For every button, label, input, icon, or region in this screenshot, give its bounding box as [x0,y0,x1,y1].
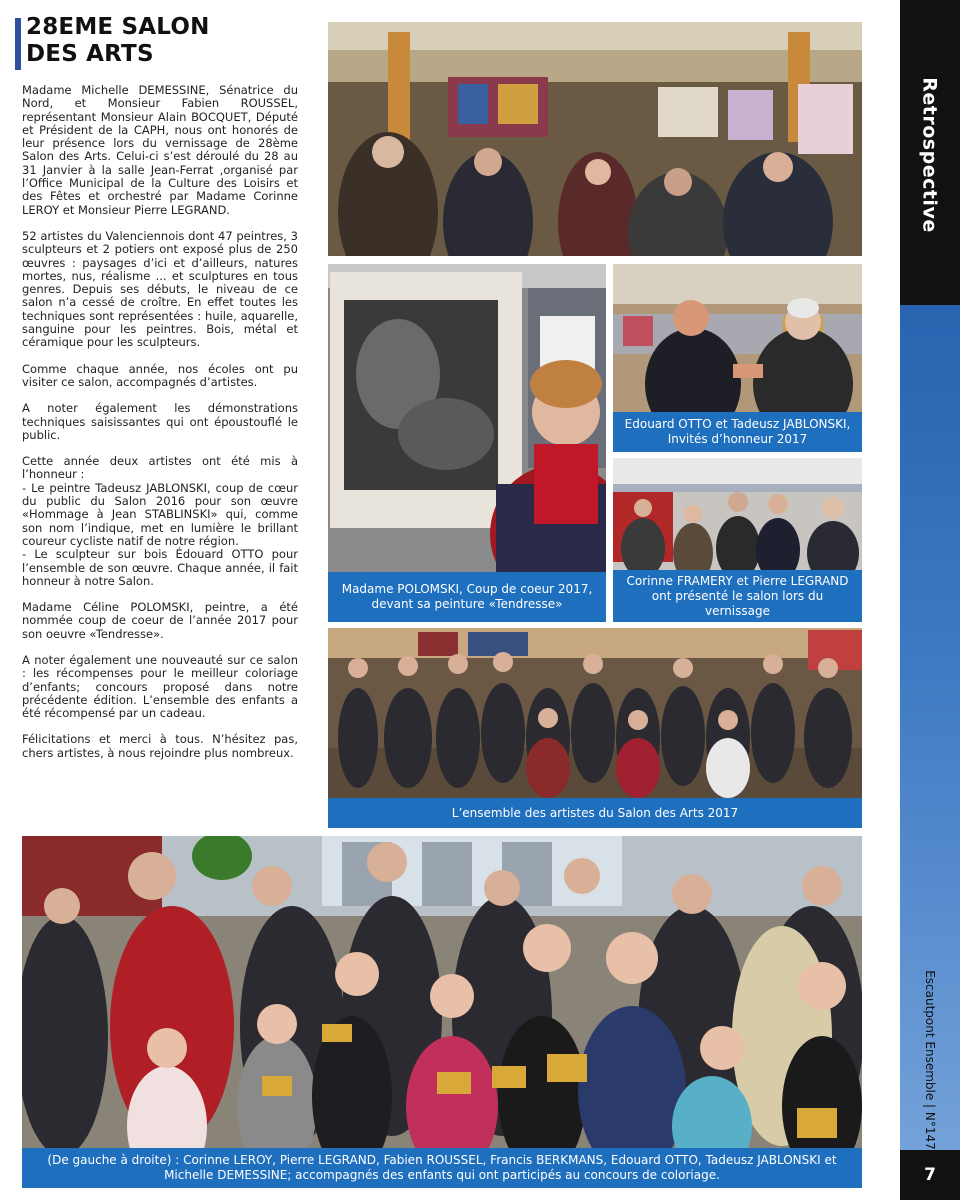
caption-bottom [22,1148,862,1188]
section-label [900,70,960,240]
title-line-2: DES ARTS [26,41,154,67]
title-line-1: 28EME SALON [26,14,210,40]
title-accent-bar [15,18,21,70]
article-paragraph: Madame Michelle DEMESSINE, Sénatrice du Nord, et Monsieur Fabien ROUSSEL, représentant Monsieur Alain BOCQUET, Député et Président de la CAPH, nous ont honorés de leur présence lors du vernissage de 28ème Salon des Arts. Celui-ci s’est déroulé du 28 au 31 Janvier à la salle Jean-Ferrat ,organisé par l’Office Municipal de la Culture des Loisirs et des Fêtes et orchestré par Madame Corinne LEROY et Monsieur Pierre LEGRAND. [22,83,298,217]
caption-bottom-text: (De gauche à droite) : Corinne LEROY, Pierre LEGRAND, Fabien ROUSSEL, Francis BERKMANS, Edouard OTTO, Tadeusz JABLONSKI et Michelle DEMESSINE; accompagnés des enfants qui ont participés au concours de coloriage. [47,1153,837,1182]
magazine-issue [900,960,960,1160]
photo-artists-group [328,628,862,798]
photo-polomski-painting [328,264,606,572]
photo-children-awards [22,836,862,1148]
caption-otto-text: Edouard OTTO et Tadeusz JABLONSKI, Invités d’honneur 2017 [624,417,851,446]
caption-framery-text: Corinne FRAMERY et Pierre LEGRAND ont présenté le salon lors du vernissage [626,573,849,618]
caption-otto [613,412,862,452]
section-label-text: Retrospective [919,77,942,233]
article-paragraph: - Le peintre Tadeusz JABLONSKI, coup de cœur du public du Salon 2016 pour son œuvre «Hommage à Jean STABLINSKI» qui, comme son nom l’indique, met en lumière le brillant coureur cycliste natif de notre région. [22,480,298,548]
photo-framery-legrand [613,458,862,570]
caption-polomski-text: Madame POLOMSKI, Coup de coeur 2017, devant sa peinture «Tendresse» [341,582,593,611]
photo-otto-jablonski [613,264,862,412]
caption-ensemble [328,798,862,828]
photo-exhibition-hall [328,22,862,256]
article-paragraph: A noter également une nouveauté sur ce salon : les récompenses pour le meilleur coloriage d’enfants; concours proposé dans notre précédente édition. L’ensemble des enfants a été récompensé par un cadeau. [22,652,298,721]
page-number [900,1150,960,1200]
article-paragraph: Cette année deux artistes ont été mis à l’honneur : [22,454,298,482]
caption-framery [613,570,862,622]
magazine-issue-text: Escautpont Ensemble | N°147 [923,970,938,1150]
caption-ensemble-text: L’ensemble des artistes du Salon des Arts 2017 [451,806,739,820]
article-paragraph: A noter également les démonstrations techniques saisissantes qui ont époustouflé le public. [22,401,298,442]
article-paragraph: 52 artistes du Valenciennois dont 47 peintres, 3 sculpteurs et 2 potiers ont exposé plus de 250 œuvres : paysages d’ici et d’ailleurs, natures mortes, nus, réalisme ... et sculptures en tous genres. Depuis ses débuts, le niveau de ce salon n’a cessé de croître. En effet toutes les techniques sont représentées : huile, aquarelle, sanguine pour les peintres. Bois, métal et céramique pour les sculpteurs. [22,228,298,350]
article-paragraph: - Le sculpteur sur bois Édouard OTTO pour l’ensemble de son œuvre. Chaque année, il fait honneur à notre Salon. [22,547,298,588]
article-body [22,84,298,773]
caption-polomski [328,572,606,622]
article-paragraph: Madame Céline POLOMSKI, peintre, a été nommée coup de coeur de l’année 2017 pour son oeuvre «Tendresse». [22,600,298,641]
article-paragraph: Félicitations et merci à tous. N’hésitez pas, chers artistes, à nous rejoindre plus nombreux. [22,732,298,760]
article-paragraph: Comme chaque année, nos écoles ont pu visiter ce salon, accompagnés d’artistes. [22,361,298,389]
page-number-text: 7 [924,1165,936,1185]
article-title [26,14,316,68]
